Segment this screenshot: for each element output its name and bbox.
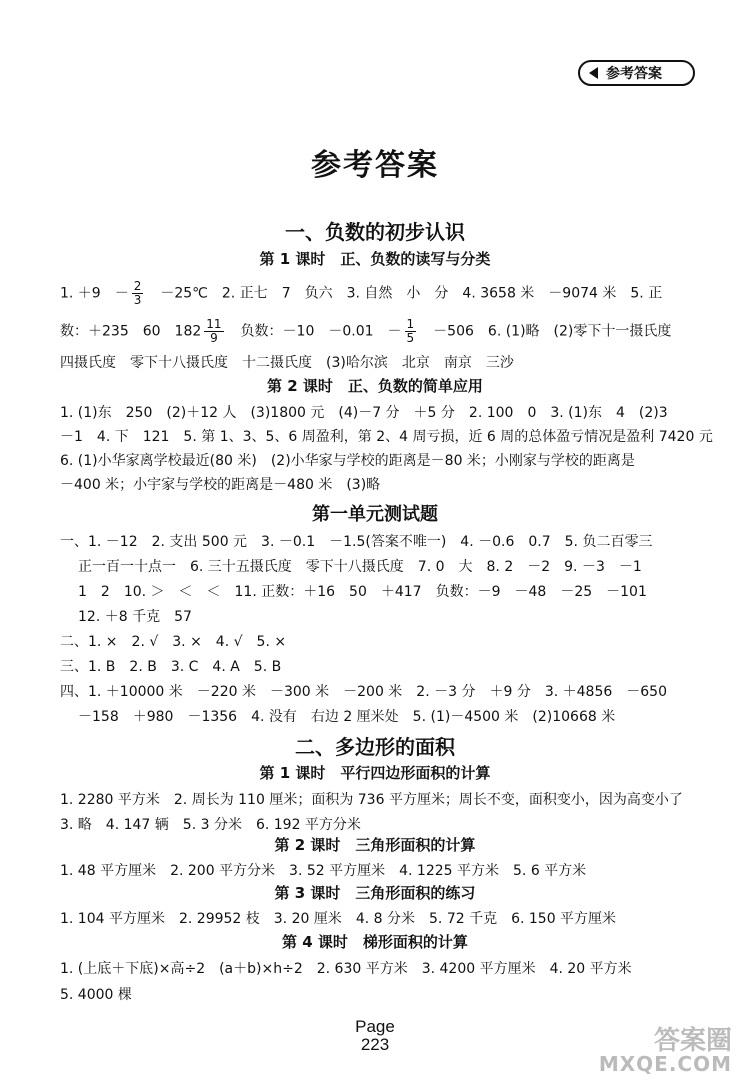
answer-line: 正一百一十点一 6. 三十五摄氏度 零下十八摄氏度 7. 0 大 8. 2 －2 9. －3 －1 (78, 559, 642, 575)
chapter-1-lesson-2-title: 第 2 课时 正、负数的简单应用 (267, 377, 483, 395)
fraction: $\frac{2}{3}$ (133, 279, 142, 307)
answer-line: 1. (1)东 250 (2)＋12 人 (3)1800 元 (4)－7 分 ＋5 分 2. 100 0 3. (1)东 4 (2)3 (60, 405, 668, 421)
chapter-2-lesson-1-title: 第 1 课时 平行四边形面积的计算 (259, 764, 491, 782)
answer-line: 二、1. × 2. √ 3. × 4. √ 5. × (60, 634, 287, 650)
fraction: $\frac{1}{5}$ (406, 317, 415, 345)
answer-line: 3. 略 4. 147 辆 5. 3 分米 6. 192 平方分米 (60, 817, 361, 833)
chapter-2-lesson-3-title: 第 3 课时 三角形面积的练习 (274, 884, 476, 902)
answer-line: 四摄氏度 零下十八摄氏度 十二摄氏度 (3)哈尔滨 北京 南京 三沙 (60, 355, 514, 371)
chapter-1-title: 一、负数的初步认识 (285, 220, 465, 244)
chapter-2-lesson-2-title: 第 2 课时 三角形面积的计算 (274, 836, 476, 854)
answer-line: －158 ＋980 －1356 4. 没有 右边 2 厘米处 5. (1)－4500 米 (2)10668 米 (78, 709, 616, 725)
watermark-logo: 答案圈 (653, 1026, 732, 1056)
answer-line: 1. 104 平方厘米 2. 29952 枝 3. 20 厘米 4. 8 分米 5. 72 千克 6. 150 平方厘米 (60, 911, 617, 927)
answer-line: 5. 4000 棵 (60, 987, 132, 1003)
answer-line: 1. 2280 平方米 2. 周长为 110 厘米；面积为 736 平方厘米；周长不变，面积变小，因为高变小了 (60, 792, 683, 808)
answers-tab[interactable] (578, 60, 695, 86)
answer-line: 12. ＋8 千克 57 (78, 609, 192, 625)
chapter-1-lesson-1-title: 第 1 课时 正、负数的读写与分类 (259, 250, 491, 268)
unit-test-title: 第一单元测试题 (312, 504, 438, 525)
answer-line: 1. 48 平方厘米 2. 200 平方分米 3. 52 平方厘米 4. 1225 平方米 5. 6 平方米 (60, 863, 587, 879)
answer-line: 数：＋235 60 182 $\frac{11}{9}$ 负数：－10 －0.01 － $\frac{1}{5}$ －506 6. (1)略 (2)零下十一摄氏度 (60, 317, 672, 345)
fraction: $\frac{11}{9}$ (206, 317, 222, 345)
answer-line: －400 米；小宇家与学校的距离是－480 米 (3)略 (60, 477, 381, 493)
answer-line: 1. (上底＋下底)×高÷2 (a＋b)×h÷2 2. 630 平方米 3. 4200 平方厘米 4. 20 平方米 (60, 961, 632, 977)
answer-line: 6. (1)小华家离学校最近(80 米) (2)小华家与学校的距离是－80 米；小刚家与学校的距离是 (60, 453, 635, 469)
chapter-2-title: 二、多边形的面积 (295, 735, 455, 759)
answer-line: 1. ＋9 － $\frac{2}{3}$ －25℃ 2. 正七 7 负六 3. 自然 小 分 4. 3658 米 －9074 米 5. 正 (60, 279, 663, 307)
answer-line: 1 2 10. ＞ ＜ ＜ 11. 正数：＋16 50 ＋417 负数：－9 －48 －25 －101 (78, 584, 647, 600)
page-title: 参考答案 (311, 148, 439, 183)
page-label: Page (355, 1017, 395, 1036)
tab-label: 参考答案 (606, 66, 662, 82)
page-number: 223 (360, 1035, 390, 1054)
watermark-url: MXQE.COM (598, 1052, 732, 1076)
answer-line: －1 4. 下 121 5. 第 1、3、5、6 周盈利，第 2、4 周亏损，近 6 周的总体盈亏情况是盈利 7420 元 (60, 429, 713, 445)
left-arrow-icon (589, 67, 598, 79)
chapter-2-lesson-4-title: 第 4 课时 梯形面积的计算 (282, 933, 468, 951)
answer-line: 三、1. B 2. B 3. C 4. A 5. B (60, 659, 282, 675)
answer-line: 一、1. －12 2. 支出 500 元 3. －0.1 －1.5(答案不唯一) 4. －0.6 0.7 5. 负二百零三 (60, 534, 653, 550)
answer-line: 四、1. ＋10000 米 －220 米 －300 米 －200 米 2. －3 分 ＋9 分 3. ＋4856 －650 (60, 684, 667, 700)
